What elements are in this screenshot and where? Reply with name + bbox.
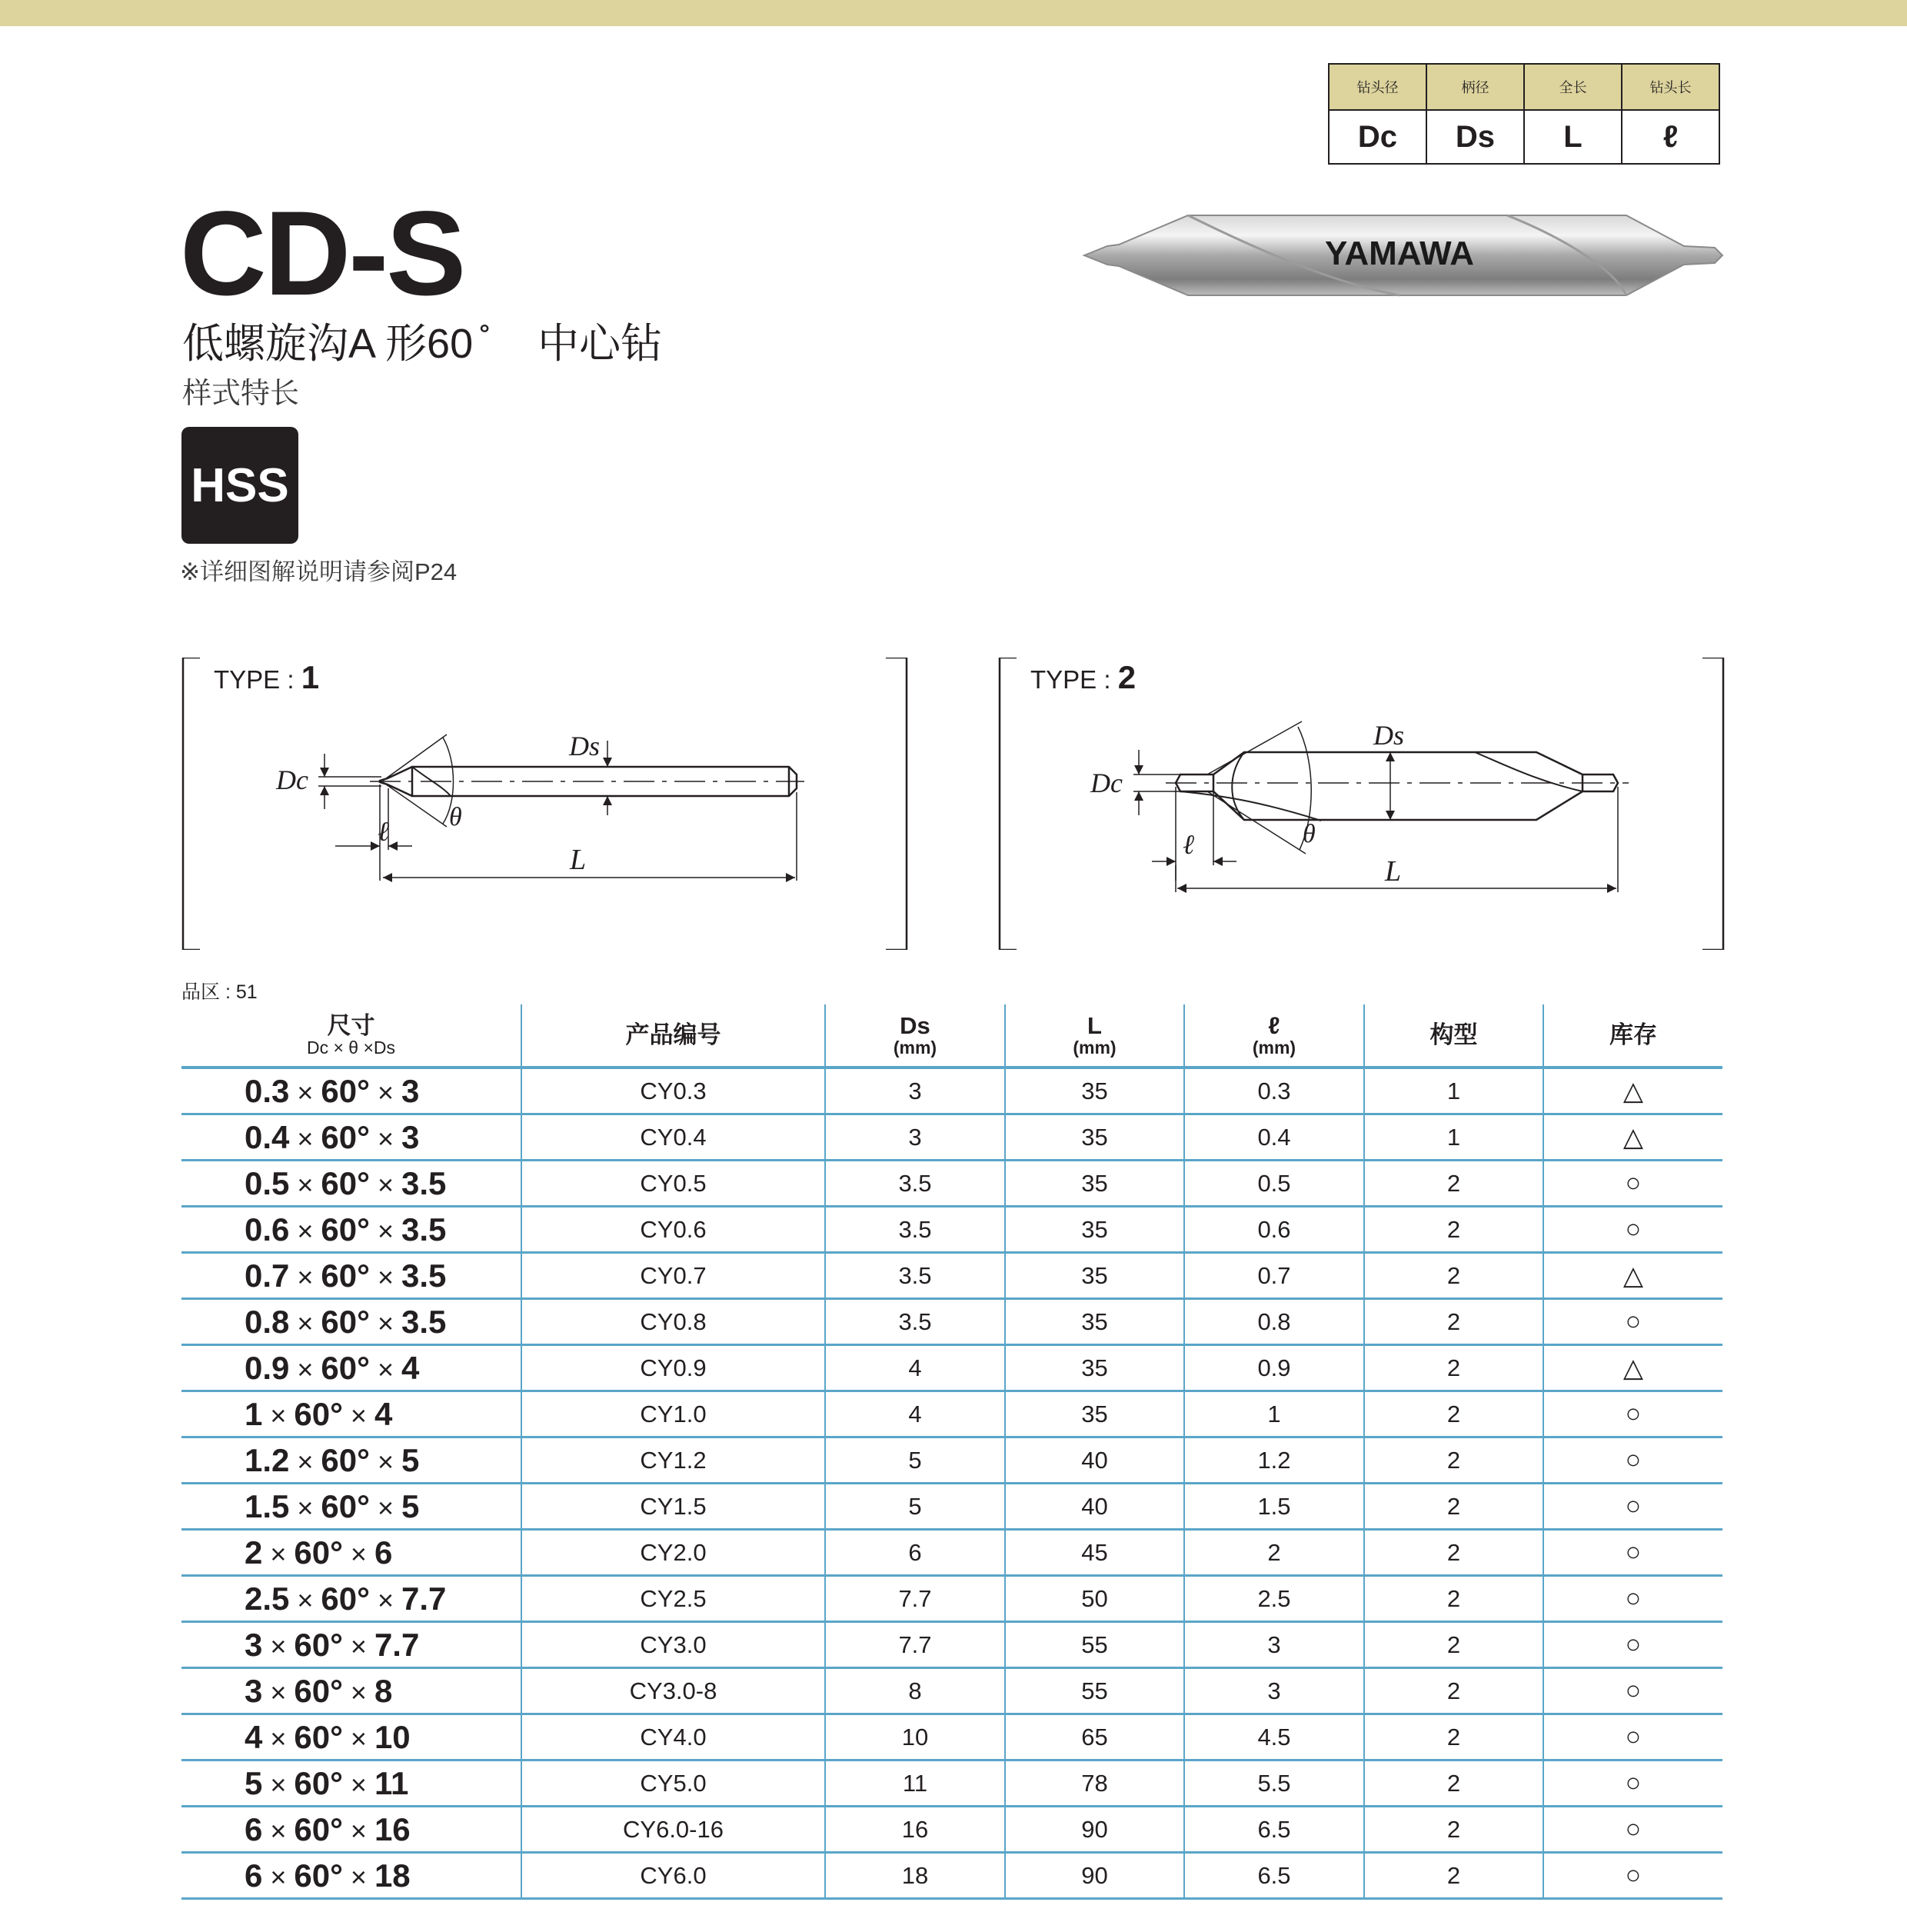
table-row bbox=[181, 1114, 1722, 1161]
times-sign: × bbox=[289, 1584, 321, 1616]
l-cell: 35 bbox=[1005, 1114, 1184, 1161]
header-type: 构型 bbox=[1364, 1004, 1543, 1068]
product-code-cell: CY0.4 bbox=[521, 1114, 825, 1161]
header-ell: ℓ (mm) bbox=[1184, 1004, 1364, 1068]
type-cell: 1 bbox=[1364, 1068, 1543, 1114]
product-code-cell: CY2.0 bbox=[521, 1530, 825, 1576]
stock-cell: ○ bbox=[1543, 1299, 1722, 1345]
product-code-cell: CY3.0-8 bbox=[521, 1668, 825, 1714]
times-sign: × bbox=[289, 1307, 321, 1339]
table-row bbox=[181, 1253, 1722, 1299]
product-code-cell: CY1.5 bbox=[521, 1484, 825, 1530]
dc-value: 0.4 bbox=[245, 1118, 290, 1155]
size-cell bbox=[181, 1391, 521, 1437]
size-cell bbox=[181, 1114, 521, 1161]
dc-value: 1.2 bbox=[245, 1441, 290, 1478]
ds-cell: 10 bbox=[825, 1714, 1005, 1760]
product-code-cell: CY0.9 bbox=[521, 1345, 825, 1391]
size-cell bbox=[181, 1714, 521, 1760]
stock-cell: ○ bbox=[1543, 1207, 1722, 1253]
table-row bbox=[181, 1068, 1722, 1114]
type-cell: 2 bbox=[1364, 1437, 1543, 1484]
angle-value: 60° bbox=[321, 1349, 370, 1386]
times-sign: × bbox=[342, 1860, 374, 1893]
ell-cell: 3 bbox=[1184, 1668, 1364, 1714]
dc-value: 0.9 bbox=[245, 1349, 290, 1386]
type2-drawing bbox=[998, 658, 1725, 950]
l-cell: 35 bbox=[1005, 1391, 1184, 1437]
ell-label: ℓ bbox=[1183, 829, 1194, 860]
stock-cell: ○ bbox=[1543, 1437, 1722, 1484]
dc-value: 0.6 bbox=[245, 1211, 290, 1247]
type-cell: 2 bbox=[1364, 1760, 1543, 1807]
ds-cell: 3.5 bbox=[825, 1299, 1005, 1345]
bracket-left bbox=[183, 658, 200, 950]
l-label: L bbox=[1385, 855, 1402, 888]
times-sign: × bbox=[369, 1584, 401, 1616]
size-cell bbox=[181, 1622, 521, 1668]
table-row bbox=[181, 1207, 1722, 1253]
shank-value: 5 bbox=[401, 1441, 420, 1478]
times-sign: × bbox=[369, 1353, 401, 1385]
times-sign: × bbox=[342, 1630, 374, 1662]
shank-value: 10 bbox=[374, 1718, 411, 1755]
type-cell: 2 bbox=[1364, 1668, 1543, 1714]
angle-value: 60° bbox=[294, 1395, 343, 1432]
shank-value: 3 bbox=[401, 1118, 420, 1155]
times-sign: × bbox=[289, 1122, 321, 1154]
times-sign: × bbox=[289, 1168, 321, 1201]
product-code-cell: CY0.3 bbox=[521, 1068, 825, 1114]
table-row bbox=[181, 1345, 1722, 1391]
times-sign: × bbox=[262, 1722, 295, 1754]
shank-value: 8 bbox=[374, 1672, 393, 1709]
ds-cell: 4 bbox=[825, 1391, 1005, 1437]
times-sign: × bbox=[369, 1076, 401, 1108]
ds-cell: 16 bbox=[825, 1807, 1005, 1853]
l-cell: 65 bbox=[1005, 1714, 1184, 1760]
times-sign: × bbox=[289, 1076, 321, 1108]
header-size: 尺寸 Dc × θ ×Ds bbox=[181, 1004, 521, 1068]
angle-value: 60° bbox=[321, 1118, 370, 1155]
angle-value: 60° bbox=[321, 1164, 370, 1201]
product-code-cell: CY0.8 bbox=[521, 1299, 825, 1345]
times-sign: × bbox=[289, 1214, 321, 1247]
type-cell: 2 bbox=[1364, 1622, 1543, 1668]
ds-cell: 6 bbox=[825, 1530, 1005, 1576]
type2-label: TYPE : 2 bbox=[1030, 659, 1137, 695]
table-row bbox=[181, 1853, 1722, 1899]
product-code-cell: CY5.0 bbox=[521, 1760, 825, 1807]
table-row bbox=[181, 1391, 1722, 1437]
stock-cell: ○ bbox=[1543, 1853, 1722, 1899]
shank-value: 5 bbox=[401, 1487, 420, 1524]
shank-value: 16 bbox=[374, 1810, 411, 1847]
size-cell bbox=[181, 1576, 521, 1622]
times-sign: × bbox=[289, 1261, 321, 1293]
ds-cell: 3.5 bbox=[825, 1253, 1005, 1299]
ell-cell: 0.8 bbox=[1184, 1299, 1364, 1345]
times-sign: × bbox=[369, 1491, 401, 1524]
shank-value: 4 bbox=[374, 1395, 393, 1432]
type1-label: TYPE : 1 bbox=[214, 659, 320, 695]
ell-cell: 3 bbox=[1184, 1622, 1364, 1668]
l-cell: 55 bbox=[1005, 1622, 1184, 1668]
type-cell: 2 bbox=[1364, 1576, 1543, 1622]
times-sign: × bbox=[369, 1214, 401, 1247]
legend-symbol: L bbox=[1524, 110, 1622, 164]
type-cell: 2 bbox=[1364, 1253, 1543, 1299]
spec-table bbox=[181, 1004, 1722, 1900]
area-label: 品区 : 51 bbox=[181, 981, 258, 1003]
size-cell bbox=[181, 1668, 521, 1714]
ds-cell: 11 bbox=[825, 1760, 1005, 1807]
product-code-cell: CY1.0 bbox=[521, 1391, 825, 1437]
ell-cell: 6.5 bbox=[1184, 1853, 1364, 1899]
ds-cell: 18 bbox=[825, 1853, 1005, 1899]
times-sign: × bbox=[262, 1399, 295, 1431]
header-code: 产品编号 bbox=[521, 1004, 825, 1068]
type-cell: 2 bbox=[1364, 1345, 1543, 1391]
table-row bbox=[181, 1714, 1722, 1760]
shank-value: 18 bbox=[374, 1857, 411, 1894]
product-code-cell: CY0.5 bbox=[521, 1161, 825, 1207]
stock-cell: ○ bbox=[1543, 1484, 1722, 1530]
times-sign: × bbox=[342, 1722, 374, 1754]
center-drill-product-image bbox=[1077, 202, 1730, 309]
size-cell bbox=[181, 1760, 521, 1807]
stock-cell: ○ bbox=[1543, 1576, 1722, 1622]
stock-cell: △ bbox=[1543, 1345, 1722, 1391]
l-cell: 45 bbox=[1005, 1530, 1184, 1576]
brand-marking: YAMAWA bbox=[1325, 235, 1474, 272]
type1-diagram bbox=[181, 658, 908, 950]
ds-cell: 8 bbox=[825, 1668, 1005, 1714]
l-cell: 90 bbox=[1005, 1853, 1184, 1899]
ds-cell: 5 bbox=[825, 1437, 1005, 1484]
ds-cell: 3.5 bbox=[825, 1207, 1005, 1253]
stock-cell: ○ bbox=[1543, 1807, 1722, 1853]
dc-value: 0.7 bbox=[245, 1257, 290, 1294]
times-sign: × bbox=[289, 1353, 321, 1385]
times-sign: × bbox=[342, 1676, 374, 1708]
table-row bbox=[181, 1299, 1722, 1345]
dc-value: 0.5 bbox=[245, 1164, 290, 1201]
size-cell bbox=[181, 1853, 521, 1899]
table-row bbox=[181, 1484, 1722, 1530]
times-sign: × bbox=[289, 1491, 321, 1524]
ell-cell: 0.3 bbox=[1184, 1068, 1364, 1114]
table-row bbox=[181, 1760, 1722, 1807]
dc-value: 0.3 bbox=[245, 1072, 290, 1109]
dc-label: Dc bbox=[1090, 768, 1123, 798]
dimension-legend bbox=[1328, 63, 1720, 165]
l-cell: 35 bbox=[1005, 1207, 1184, 1253]
legend-symbol: ℓ bbox=[1622, 110, 1719, 164]
l-cell: 40 bbox=[1005, 1437, 1184, 1484]
l-cell: 35 bbox=[1005, 1299, 1184, 1345]
stock-cell: △ bbox=[1543, 1114, 1722, 1161]
product-code-cell: CY0.7 bbox=[521, 1253, 825, 1299]
times-sign: × bbox=[342, 1537, 374, 1570]
product-code-cell: CY6.0-16 bbox=[521, 1807, 825, 1853]
type-cell: 2 bbox=[1364, 1530, 1543, 1576]
size-cell bbox=[181, 1807, 521, 1853]
l-cell: 35 bbox=[1005, 1068, 1184, 1114]
bracket-left bbox=[1000, 658, 1017, 950]
size-cell bbox=[181, 1437, 521, 1484]
shank-value: 7.7 bbox=[401, 1580, 447, 1617]
ell-cell: 0.5 bbox=[1184, 1161, 1364, 1207]
table-row bbox=[181, 1807, 1722, 1853]
ds-cell: 3.5 bbox=[825, 1161, 1005, 1207]
table-row bbox=[181, 1437, 1722, 1484]
legend-symbol: Dc bbox=[1329, 110, 1426, 164]
header-ds: Ds (mm) bbox=[825, 1004, 1005, 1068]
stock-cell: ○ bbox=[1543, 1161, 1722, 1207]
ds-cell: 3 bbox=[825, 1068, 1005, 1114]
header-stock: 库存 bbox=[1543, 1004, 1722, 1068]
l-cell: 78 bbox=[1005, 1760, 1184, 1807]
times-sign: × bbox=[369, 1168, 401, 1201]
product-code-cell: CY4.0 bbox=[521, 1714, 825, 1760]
theta-label: θ bbox=[1303, 820, 1316, 848]
ds-cell: 7.7 bbox=[825, 1576, 1005, 1622]
bracket-right bbox=[886, 658, 907, 950]
angle-value: 60° bbox=[321, 1487, 370, 1524]
dc-value: 2.5 bbox=[245, 1580, 290, 1617]
theta-label: θ bbox=[449, 803, 462, 831]
legend-label: 钻头长 bbox=[1622, 64, 1719, 110]
l-cell: 35 bbox=[1005, 1345, 1184, 1391]
bracket-right bbox=[1702, 658, 1723, 950]
l-cell: 35 bbox=[1005, 1253, 1184, 1299]
dc-value: 1.5 bbox=[245, 1487, 290, 1524]
stock-cell: ○ bbox=[1543, 1622, 1722, 1668]
ell-cell: 2 bbox=[1184, 1530, 1364, 1576]
times-sign: × bbox=[262, 1814, 295, 1847]
product-code-cell: CY0.6 bbox=[521, 1207, 825, 1253]
angle-value: 60° bbox=[294, 1718, 343, 1755]
type-cell: 2 bbox=[1364, 1391, 1543, 1437]
hss-badge: HSS bbox=[181, 427, 298, 544]
dc-value: 1 bbox=[245, 1395, 263, 1432]
ds-cell: 3 bbox=[825, 1114, 1005, 1161]
times-sign: × bbox=[262, 1860, 295, 1893]
ell-cell: 0.6 bbox=[1184, 1207, 1364, 1253]
angle-value: 60° bbox=[321, 1211, 370, 1247]
times-sign: × bbox=[369, 1122, 401, 1154]
table-row bbox=[181, 1530, 1722, 1576]
type2-diagram bbox=[998, 658, 1725, 950]
table-row bbox=[181, 1668, 1722, 1714]
size-cell bbox=[181, 1530, 521, 1576]
shank-value: 3.5 bbox=[401, 1257, 447, 1294]
ell-cell: 0.9 bbox=[1184, 1345, 1364, 1391]
ell-cell: 1.5 bbox=[1184, 1484, 1364, 1530]
angle-value: 60° bbox=[321, 1257, 370, 1294]
type-cell: 1 bbox=[1364, 1114, 1543, 1161]
times-sign: × bbox=[262, 1537, 295, 1570]
type1-drawing bbox=[181, 658, 908, 950]
angle-value: 60° bbox=[294, 1810, 343, 1847]
times-sign: × bbox=[262, 1630, 295, 1662]
size-cell bbox=[181, 1253, 521, 1299]
angle-value: 60° bbox=[321, 1303, 370, 1340]
header-l: L (mm) bbox=[1005, 1004, 1184, 1068]
dc-label: Dc bbox=[276, 764, 308, 795]
times-sign: × bbox=[262, 1768, 295, 1800]
size-cell bbox=[181, 1068, 521, 1114]
shank-value: 3.5 bbox=[401, 1164, 447, 1201]
l-cell: 50 bbox=[1005, 1576, 1184, 1622]
l-label: L bbox=[570, 844, 587, 876]
angle-value: 60° bbox=[294, 1626, 343, 1663]
dc-value: 3 bbox=[245, 1672, 263, 1709]
times-sign: × bbox=[289, 1445, 321, 1477]
dc-value: 0.8 bbox=[245, 1303, 290, 1340]
type-cell: 2 bbox=[1364, 1161, 1543, 1207]
shank-value: 7.7 bbox=[374, 1626, 420, 1663]
size-cell bbox=[181, 1207, 521, 1253]
stock-cell: △ bbox=[1543, 1068, 1722, 1114]
product-code-cell: CY2.5 bbox=[521, 1576, 825, 1622]
stock-cell: ○ bbox=[1543, 1668, 1722, 1714]
ell-cell: 5.5 bbox=[1184, 1760, 1364, 1807]
angle-value: 60° bbox=[321, 1072, 370, 1109]
ds-label: Ds bbox=[1373, 720, 1405, 751]
ds-label: Ds bbox=[569, 731, 601, 761]
angle-value: 60° bbox=[294, 1534, 343, 1571]
legend-symbol: Ds bbox=[1426, 110, 1524, 164]
dc-value: 6 bbox=[245, 1857, 263, 1894]
size-cell bbox=[181, 1345, 521, 1391]
legend-label: 钻头径 bbox=[1329, 64, 1426, 110]
stock-cell: ○ bbox=[1543, 1530, 1722, 1576]
l-cell: 40 bbox=[1005, 1484, 1184, 1530]
dc-value: 4 bbox=[245, 1718, 263, 1755]
l-cell: 55 bbox=[1005, 1668, 1184, 1714]
stock-cell: ○ bbox=[1543, 1391, 1722, 1437]
type-cell: 2 bbox=[1364, 1299, 1543, 1345]
shank-value: 3 bbox=[401, 1072, 420, 1109]
times-sign: × bbox=[369, 1261, 401, 1293]
ell-cell: 4.5 bbox=[1184, 1714, 1364, 1760]
angle-value: 60° bbox=[321, 1441, 370, 1478]
ell-cell: 1 bbox=[1184, 1391, 1364, 1437]
l-cell: 35 bbox=[1005, 1161, 1184, 1207]
ell-label: ℓ bbox=[378, 816, 389, 847]
shank-value: 3.5 bbox=[401, 1303, 447, 1340]
type-cell: 2 bbox=[1364, 1853, 1543, 1899]
ds-cell: 7.7 bbox=[825, 1622, 1005, 1668]
product-code-cell: CY1.2 bbox=[521, 1437, 825, 1484]
type-cell: 2 bbox=[1364, 1807, 1543, 1853]
table-row bbox=[181, 1161, 1722, 1207]
top-color-band bbox=[0, 0, 1907, 26]
product-code-cell: CY6.0 bbox=[521, 1853, 825, 1899]
type-cell: 2 bbox=[1364, 1714, 1543, 1760]
times-sign: × bbox=[369, 1307, 401, 1339]
times-sign: × bbox=[342, 1768, 374, 1800]
shank-value: 4 bbox=[401, 1349, 420, 1386]
angle-value: 60° bbox=[294, 1857, 343, 1894]
product-title: CD-S bbox=[180, 187, 464, 321]
stock-cell: ○ bbox=[1543, 1714, 1722, 1760]
spec-table-body bbox=[181, 1068, 1722, 1899]
reference-note: ※详细图解说明请参阅P24 bbox=[180, 558, 458, 585]
times-sign: × bbox=[369, 1445, 401, 1477]
size-cell bbox=[181, 1484, 521, 1530]
product-code-cell: CY3.0 bbox=[521, 1622, 825, 1668]
table-header-row bbox=[181, 1004, 1722, 1068]
l-cell: 90 bbox=[1005, 1807, 1184, 1853]
ell-cell: 0.7 bbox=[1184, 1253, 1364, 1299]
shank-value: 3.5 bbox=[401, 1211, 447, 1247]
dc-value: 3 bbox=[245, 1626, 263, 1663]
times-sign: × bbox=[342, 1814, 374, 1847]
size-cell bbox=[181, 1299, 521, 1345]
shank-value: 6 bbox=[374, 1534, 393, 1571]
ds-cell: 5 bbox=[825, 1484, 1005, 1530]
ell-cell: 1.2 bbox=[1184, 1437, 1364, 1484]
legend-label: 柄径 bbox=[1426, 64, 1524, 110]
table-row bbox=[181, 1622, 1722, 1668]
stock-cell: ○ bbox=[1543, 1760, 1722, 1807]
ds-cell: 4 bbox=[825, 1345, 1005, 1391]
dc-value: 6 bbox=[245, 1810, 263, 1847]
legend-label: 全长 bbox=[1524, 64, 1622, 110]
ell-cell: 2.5 bbox=[1184, 1576, 1364, 1622]
dc-value: 5 bbox=[245, 1764, 263, 1801]
ell-cell: 0.4 bbox=[1184, 1114, 1364, 1161]
type-cell: 2 bbox=[1364, 1484, 1543, 1530]
product-subtitle: 低螺旋沟A 形60 ̊ 中心钻 bbox=[182, 321, 663, 367]
angle-value: 60° bbox=[294, 1764, 343, 1801]
shank-value: 11 bbox=[374, 1764, 409, 1801]
angle-value: 60° bbox=[294, 1672, 343, 1709]
times-sign: × bbox=[342, 1399, 374, 1431]
dc-value: 2 bbox=[245, 1534, 263, 1571]
ell-cell: 6.5 bbox=[1184, 1807, 1364, 1853]
table-row bbox=[181, 1576, 1722, 1622]
times-sign: × bbox=[262, 1676, 295, 1708]
stock-cell: △ bbox=[1543, 1253, 1722, 1299]
size-cell bbox=[181, 1161, 521, 1207]
angle-value: 60° bbox=[321, 1580, 370, 1617]
product-style: 样式特长 bbox=[182, 378, 300, 410]
type-cell: 2 bbox=[1364, 1207, 1543, 1253]
